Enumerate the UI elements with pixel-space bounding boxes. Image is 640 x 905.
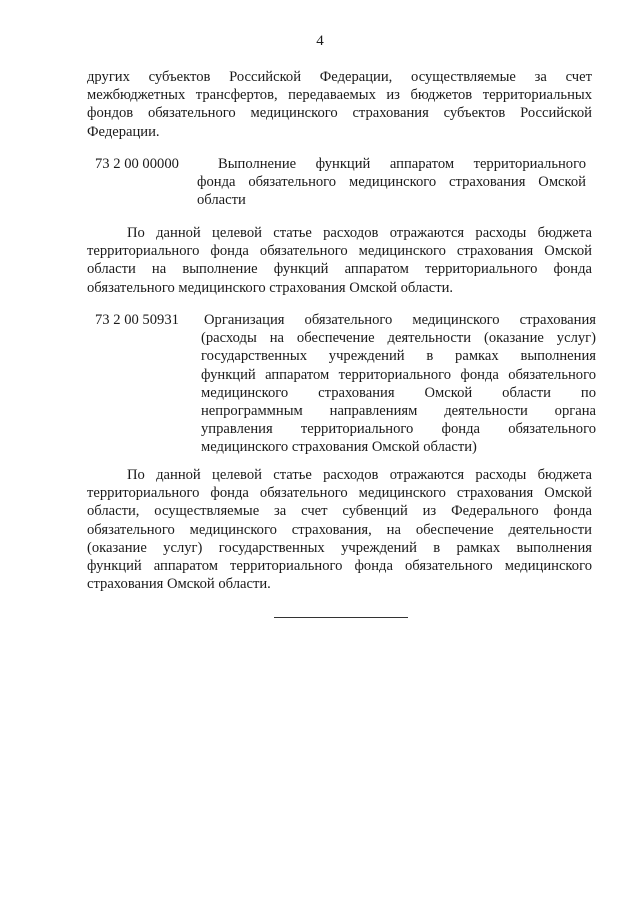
article-description (87, 224, 592, 297)
text-line: Федерации. (87, 123, 160, 140)
text-line: государственных учреждений в рамках выполнения (201, 348, 596, 365)
text-line: страхования Омской области. (87, 576, 271, 593)
end-of-document-rule (274, 617, 408, 618)
text-line: управления территориального фонда обязательного (201, 421, 596, 438)
text-line: других субъектов Российской Федерации, осуществляемые за счет (87, 69, 592, 85)
text-line: функций аппаратом территориального фонда обязательного (201, 366, 596, 383)
article-description (87, 466, 592, 593)
text-line: медицинского страхования Омской области) (201, 439, 477, 456)
article-code: 73 2 00 50931 (95, 312, 179, 328)
text-line: фонда обязательного медицинского страхования Омской (197, 174, 586, 191)
text-line: (расходы на обеспечение деятельности (оказание услуг) (201, 330, 596, 347)
text-line: По данной целевой статье расходов отражаются расходы бюджета (127, 225, 592, 241)
intro-paragraph (87, 68, 592, 141)
text-line: обязательного медицинского страхования Омской области. (87, 279, 454, 296)
text-line: области, осуществляемые за счет субвенций из Федерального фонда (87, 503, 592, 520)
text-line: (оказание услуг) государственных учреждений в рамках выполнения (87, 539, 592, 556)
text-line: фондов обязательного медицинского страхования субъектов Российской (87, 105, 592, 122)
article-title-continued (197, 173, 586, 209)
article-title (201, 311, 596, 457)
text-line: межбюджетных трансфертов, передаваемых из бюджетов территориальных (87, 87, 592, 104)
text-line: территориального фонда обязательного медицинского страхования Омской (87, 243, 592, 260)
article-code: 73 2 00 00000 (95, 156, 179, 172)
text-line: функций аппаратом территориального фонда обязательного медицинского (87, 558, 592, 575)
article-title (218, 155, 586, 173)
text-line: По данной целевой статье расходов отражаются расходы бюджета (127, 467, 592, 483)
text-line: области на выполнение функций аппаратом территориального фонда (87, 261, 592, 278)
text-line: обязательного медицинского страхования, на обеспечение деятельности (87, 521, 592, 538)
text-line: Выполнение функций аппаратом территориального (218, 156, 586, 172)
text-line: области (197, 192, 246, 209)
text-line: медицинского страхования Омской области по (201, 384, 596, 401)
page-number: 4 (316, 33, 324, 49)
text-line: территориального фонда обязательного медицинского страхования Омской (87, 485, 592, 502)
text-line: Организация обязательного медицинского страхования (204, 312, 596, 328)
text-line: непрограммным направлениям деятельности органа (201, 403, 596, 420)
